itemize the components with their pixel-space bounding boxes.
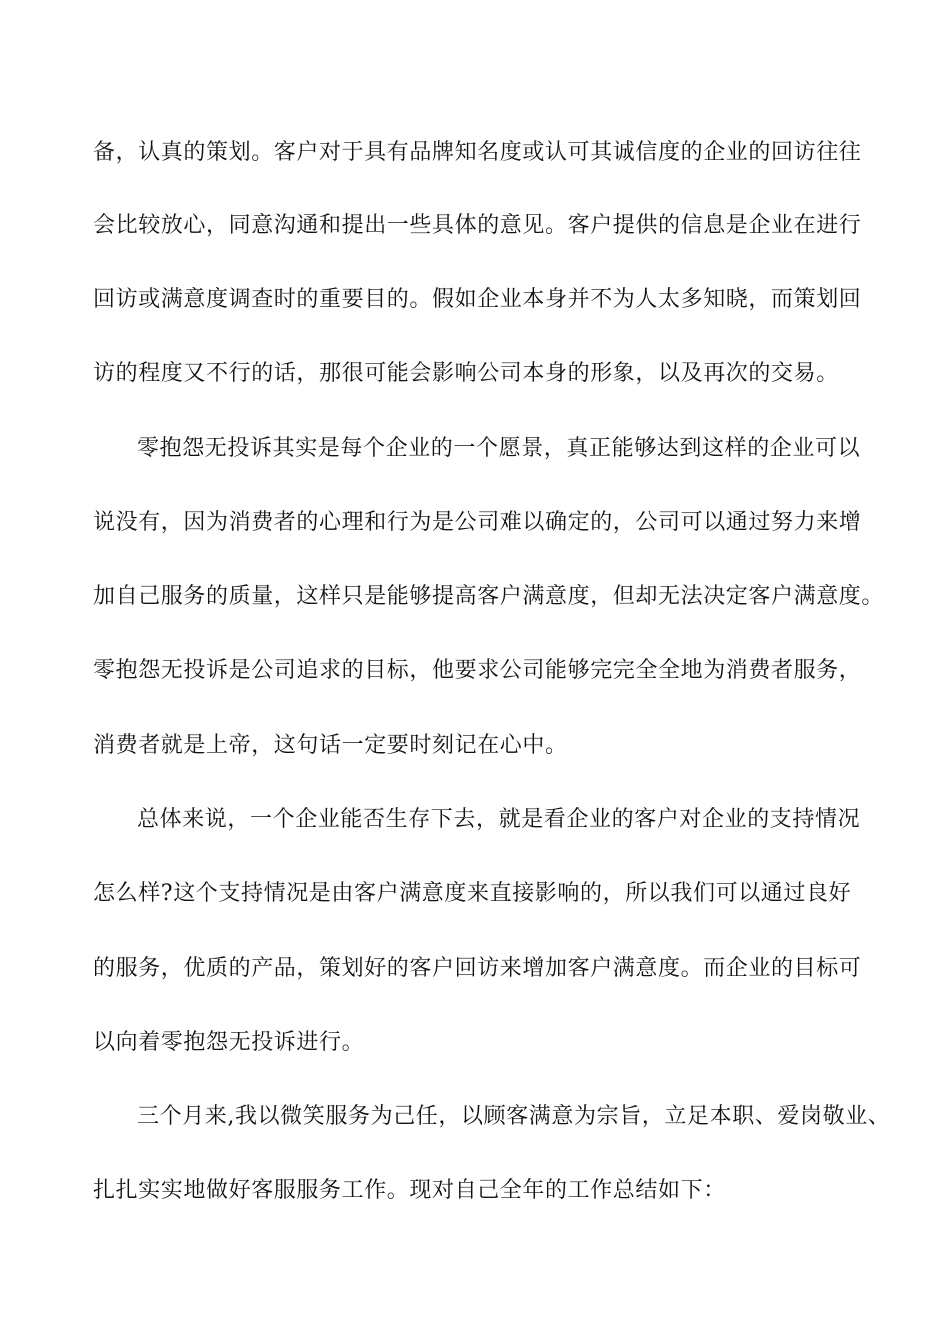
text-line: 说没有，因为消费者的心理和行为是公司难以确定的，公司可以通过努力来增 bbox=[93, 510, 862, 535]
text-line: 怎么样?这个支持情况是由客户满意度来直接影响的，所以我们可以通过良好 bbox=[93, 881, 852, 906]
text-line: 备，认真的策划。客户对于具有品牌知名度或认可其诚信度的企业的回访往往 bbox=[93, 140, 862, 165]
text-line: 扎扎实实地做好客服服务工作。现对自己全年的工作总结如下： bbox=[93, 1178, 726, 1203]
paragraph-start-line: 三个月来,我以微笑服务为己任，以顾客满意为宗旨，立足本职、爱岗敬业、 bbox=[137, 1104, 891, 1129]
text-line: 访的程度又不行的话，那很可能会影响公司本身的形象，以及再次的交易。 bbox=[93, 361, 839, 386]
text-line: 回访或满意度调查时的重要目的。假如企业本身并不为人太多知晓，而策划回 bbox=[93, 287, 862, 312]
text-line: 的服务，优质的产品，策划好的客户回访来增加客户满意度。而企业的目标可 bbox=[93, 956, 862, 981]
paragraph-start-line: 总体来说，一个企业能否生存下去，就是看企业的客户对企业的支持情况 bbox=[137, 807, 861, 832]
text-line: 加自己服务的质量，这样只是能够提高客户满意度，但却无法决定客户满意度。 bbox=[93, 584, 885, 609]
text-line: 会比较放心，同意沟通和提出一些具体的意见。客户提供的信息是企业在进行 bbox=[93, 213, 862, 238]
text-line: 以向着零抱怨无投诉进行。 bbox=[93, 1030, 365, 1055]
text-line: 消费者就是上帝，这句话一定要时刻记在心中。 bbox=[93, 733, 568, 758]
text-line: 零抱怨无投诉是公司追求的目标，他要求公司能够完完全全地为消费者服务， bbox=[93, 658, 862, 683]
paragraph-start-line: 零抱怨无投诉其实是每个企业的一个愿景，真正能够达到这样的企业可以 bbox=[137, 436, 861, 461]
